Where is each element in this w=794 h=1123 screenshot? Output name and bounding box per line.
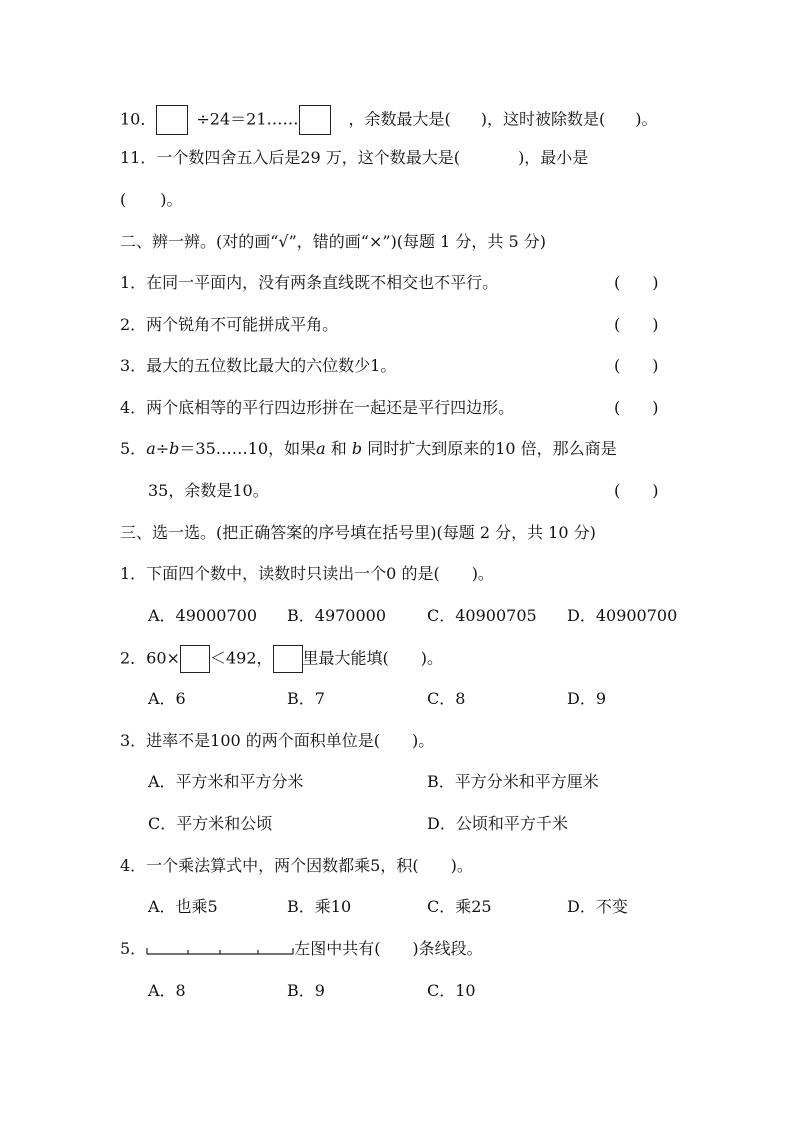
q2-blank-box-2: [273, 645, 303, 673]
judge-item-2: 2．两个锐角不可能拼成平角。: [120, 315, 339, 334]
section-3-title: 三、选一选。(把正确答案的序号填在括号里)(每题 2 分，共 10 分): [120, 523, 596, 542]
q5-end-text: 同时扩大到原来的10 倍，那么商是: [362, 439, 617, 458]
choice-q4-stem: 4．一个乘法算式中，两个因数都乘5，积( )。: [120, 856, 473, 875]
choice-q3-option-a[interactable]: A．平方米和平方分米: [148, 772, 304, 791]
choice-q5-option-a[interactable]: A．8: [148, 981, 186, 1000]
choice-q3-stem: 3．进率不是100 的两个面积单位是( )。: [120, 731, 435, 750]
choice-q1-option-b[interactable]: B．4970000: [287, 606, 387, 625]
q2-pre: 2．60×: [120, 648, 180, 668]
q10-division: ÷24＝21……: [196, 109, 299, 129]
q10-text-2: )，这时被除数是(: [480, 109, 606, 129]
choice-q2-option-a[interactable]: A．6: [148, 689, 186, 708]
judge-answer-1[interactable]: ( ): [614, 273, 659, 292]
choice-q5-stem: [120, 937, 483, 961]
judge-item-5: [120, 437, 617, 461]
choice-q4-option-b[interactable]: B．乘10: [287, 897, 352, 916]
div-sign: ÷: [155, 439, 170, 458]
question-11: [120, 146, 588, 170]
q10-number: 10．: [120, 109, 157, 129]
choice-q1-option-d[interactable]: D．40900700: [567, 606, 678, 625]
choice-q3-option-b[interactable]: B．平方分米和平方厘米: [427, 772, 599, 791]
choice-q1-option-c[interactable]: C．40900705: [427, 606, 537, 625]
choice-q3-option-c[interactable]: C．平方米和公顷: [148, 814, 273, 833]
choice-q5-option-b[interactable]: B．9: [287, 981, 325, 1000]
choice-q2-option-b[interactable]: B．7: [287, 689, 325, 708]
section-2-title: 二、辨一辨。(对的画“√”，错的画“×”)(每题 1 分，共 5 分): [120, 232, 546, 251]
q11-line-2-open: (: [120, 190, 127, 209]
judge-item-1: 1．在同一平面内，没有两条直线既不相交也不平行。: [120, 273, 499, 292]
judge-answer-4[interactable]: ( ): [614, 398, 659, 417]
choice-q4-option-d[interactable]: D．不变: [567, 897, 628, 916]
judge-item-4: 4．两个底相等的平行四边形拼在一起还是平行四边形。: [120, 398, 515, 417]
dividend-answer-box[interactable]: [156, 105, 188, 135]
q11-line-1: 11．一个数四舍五入后是29 万，这个数最大是(: [120, 148, 461, 167]
q2-mid: ＜492，: [209, 648, 273, 668]
judge-answer-2[interactable]: ( ): [614, 315, 659, 334]
choice-q2-option-c[interactable]: C．8: [427, 689, 466, 708]
q10-text-1: ，余数最大是(: [348, 109, 451, 129]
choice-q2-option-d[interactable]: D．9: [567, 689, 607, 708]
remainder-answer-box[interactable]: [299, 105, 331, 135]
var-a-2: a: [316, 439, 326, 458]
line-segment-figure: [146, 943, 294, 957]
judge-answer-5[interactable]: ( ): [614, 481, 659, 500]
choice-q1-option-a[interactable]: A．49000700: [148, 606, 257, 625]
choice-q5-option-c[interactable]: C．10: [427, 981, 476, 1000]
var-a: a: [146, 439, 156, 458]
judge-answer-3[interactable]: ( ): [614, 356, 659, 375]
choice-q2-stem: [120, 645, 443, 673]
q10-text-3: )。: [635, 109, 658, 129]
judge-item-3: 3．最大的五位数比最大的六位数少1。: [120, 356, 397, 375]
q5-mid-text: ＝35……10，如果: [179, 439, 317, 458]
choice-q1-stem: 1．下面四个数中，读数时只读出一个0 的是( )。: [120, 564, 494, 583]
question-10: [120, 105, 658, 135]
q5-choice-post: 左图中共有( )条线段。: [294, 939, 483, 958]
var-b-2: b: [351, 439, 363, 458]
q5-number: 5．: [120, 439, 147, 458]
choice-q4-option-a[interactable]: A．也乘5: [148, 897, 218, 916]
q11-line-1-end: )，最小是: [518, 148, 589, 167]
q5-and: 和: [325, 439, 347, 458]
choice-q3-option-d[interactable]: D．公顷和平方千米: [427, 814, 568, 833]
judge-item-5-continued: 35，余数是10。: [148, 481, 269, 500]
choice-q4-option-c[interactable]: C．乘25: [427, 897, 492, 916]
question-11-continued: [120, 188, 183, 212]
q2-blank-box: [180, 645, 210, 673]
q11-line-2-close: )。: [160, 190, 183, 209]
q2-post: 里最大能填( )。: [302, 648, 443, 668]
var-b: b: [169, 439, 180, 458]
q5-choice-number: 5．: [120, 939, 147, 958]
